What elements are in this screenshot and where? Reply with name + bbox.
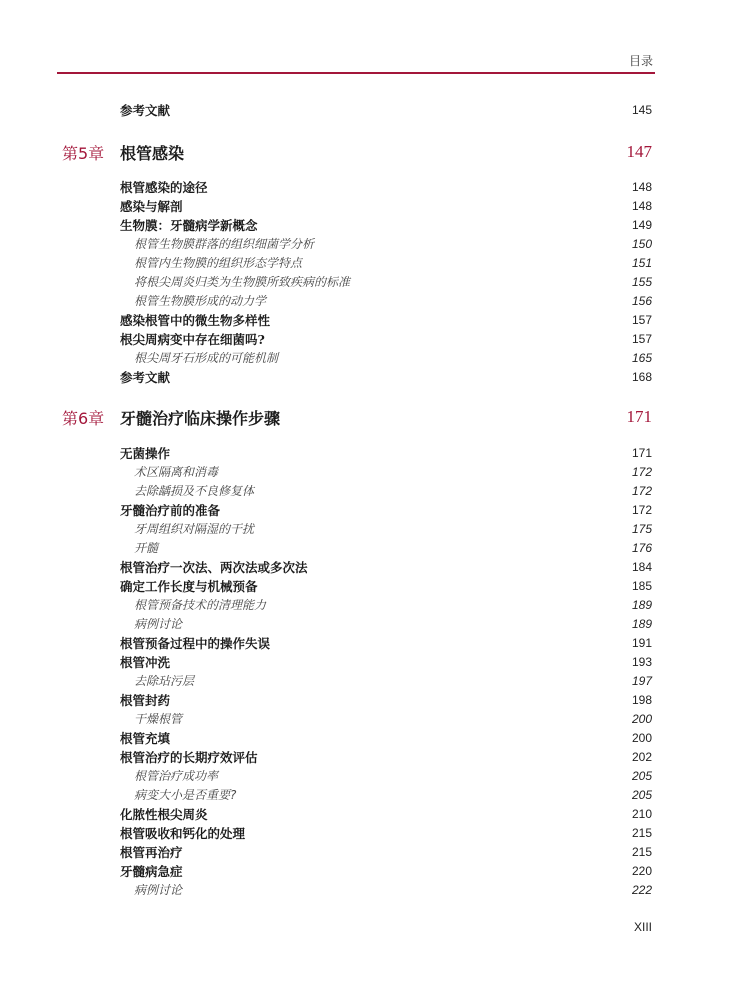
entry-title: 病例讨论 [134,617,183,631]
entry-page: 197 [631,673,652,688]
chapter-page: 171 [626,407,652,426]
entry-page: 222 [631,882,652,897]
toc-subentry[interactable] [120,709,652,728]
toc-entry[interactable] [120,215,652,234]
toc-entry[interactable] [120,196,652,215]
toc-subentry[interactable] [120,348,652,367]
entry-title: 根管吸收和钙化的处理 [120,825,246,841]
toc-entry[interactable] [120,310,652,329]
header-rule [57,72,655,74]
entry-page: 150 [631,236,652,251]
toc-entry[interactable] [120,557,652,576]
toc-subentry[interactable] [120,481,652,500]
entry-title: 病变大小是否重要? [134,788,237,802]
entry-page: 148 [631,179,652,194]
toc-entry[interactable] [120,652,652,671]
entry-page: 172 [631,464,652,479]
entry-title: 化脓性根尖周炎 [120,806,208,822]
entry-title: 参考文献 [120,102,171,118]
page-folio: XIII [633,920,652,934]
chapter-heading[interactable] [62,139,652,165]
entry-title: 根管生物膜形成的动力学 [134,294,267,308]
entry-title: 术区隔离和消毒 [134,465,219,479]
entry-page: 151 [631,255,652,270]
toc-subentry[interactable] [120,462,652,481]
entry-page: 172 [631,483,652,498]
entry-title: 根管治疗的长期疗效评估 [120,749,258,765]
chapter-page: 147 [626,142,652,161]
toc-entry[interactable] [120,500,652,519]
entry-title: 干燥根管 [134,712,183,726]
toc-entry[interactable] [120,576,652,595]
entry-page: 215 [631,825,652,840]
toc-entry[interactable] [120,861,652,880]
entry-title: 病例讨论 [134,883,183,897]
entry-page: 210 [631,806,652,821]
entry-page: 202 [631,749,652,764]
entry-title: 根尖周牙石形成的可能机制 [134,351,279,365]
toc-subentry[interactable] [120,519,652,538]
toc-subentry[interactable] [120,614,652,633]
chapter-number: 第6章 [62,408,105,428]
chapter-title: 根管感染 [120,143,185,163]
entry-page: 189 [631,597,652,612]
toc-entry[interactable] [120,842,652,861]
toc-subentry[interactable] [120,272,652,291]
entry-title: 根管再治疗 [120,844,183,860]
toc-subentry[interactable] [120,538,652,557]
toc-entry[interactable] [120,823,652,842]
entry-title: 无菌操作 [120,445,171,461]
toc-subentry[interactable] [120,291,652,310]
entry-title: 根管生物膜群落的组织细菌学分析 [134,237,315,251]
entry-page: 148 [631,198,652,213]
toc-entry[interactable] [120,177,652,196]
entry-page: 185 [631,578,652,593]
entry-page: 149 [631,217,652,232]
toc-subentry[interactable] [120,766,652,785]
entry-page: 215 [631,844,652,859]
entry-title: 牙周组织对隔湿的干扰 [134,522,255,536]
toc-entry[interactable] [120,690,652,709]
toc-entry[interactable] [120,367,652,386]
entry-page: 191 [631,635,652,650]
entry-title: 根管治疗一次法、两次法或多次法 [120,559,308,575]
entry-page: 145 [631,102,652,117]
entry-title: 根管预备过程中的操作失误 [120,635,271,651]
entry-title: 根管内生物膜的组织形态学特点 [134,256,303,270]
toc-entry[interactable] [120,329,652,348]
chapter-number: 第5章 [62,143,105,163]
entry-title: 参考文献 [120,369,171,385]
toc-entry[interactable] [120,443,652,462]
toc-subentry[interactable] [120,671,652,690]
entry-page: 193 [631,654,652,669]
toc-entry[interactable] [120,728,652,747]
entry-page: 189 [631,616,652,631]
entry-page: 156 [631,293,652,308]
entry-title: 将根尖周炎归类为生物膜所致疾病的标准 [134,275,351,289]
entry-page: 200 [631,730,652,745]
entry-title: 根管感染的途径 [120,179,208,195]
entry-title: 根管冲洗 [120,654,171,670]
entry-page: 205 [631,787,652,802]
entry-page: 198 [631,692,652,707]
toc-subentry[interactable] [120,785,652,804]
entry-page: 168 [631,369,652,384]
entry-title: 确定工作长度与机械预备 [120,578,258,594]
entry-title: 去除龋损及不良修复体 [134,484,255,498]
entry-title: 去除玷污层 [134,674,195,688]
entry-page: 172 [631,502,652,517]
running-header: 目录 [628,54,653,68]
entry-title: 感染根管中的微生物多样性 [120,312,271,328]
entry-title: 牙髓治疗前的准备 [120,502,221,518]
toc-subentry[interactable] [120,234,652,253]
entry-title: 根管封药 [120,692,171,708]
chapter-heading[interactable] [62,404,652,430]
toc-entry[interactable] [120,747,652,766]
entry-title: 感染与解剖 [120,198,183,214]
entry-page: 155 [631,274,652,289]
entry-page: 157 [631,331,652,346]
toc-subentry[interactable] [120,595,652,614]
toc-entry[interactable] [120,100,652,119]
entry-page: 200 [631,711,652,726]
toc-entry[interactable] [120,633,652,652]
chapter-title: 牙髓治疗临床操作步骤 [120,408,281,428]
entry-title: 根管治疗成功率 [134,769,219,783]
entry-title: 根尖周病变中存在细菌吗? [120,331,265,347]
entry-page: 184 [631,559,652,574]
toc-subentry[interactable] [120,253,652,272]
entry-page: 165 [631,350,652,365]
entry-page: 220 [631,863,652,878]
entry-title: 牙髓病急症 [120,863,183,879]
entry-title: 根管预备技术的清理能力 [134,598,267,612]
entry-title: 生物膜：牙髓病学新概念 [120,217,258,233]
toc-subentry[interactable] [120,880,652,899]
entry-page: 205 [631,768,652,783]
entry-page: 175 [631,521,652,536]
entry-page: 176 [631,540,652,555]
entry-page: 157 [631,312,652,327]
entry-title: 根管充填 [120,730,171,746]
entry-page: 171 [631,445,652,460]
entry-title: 开髓 [134,541,159,555]
toc-entry[interactable] [120,804,652,823]
